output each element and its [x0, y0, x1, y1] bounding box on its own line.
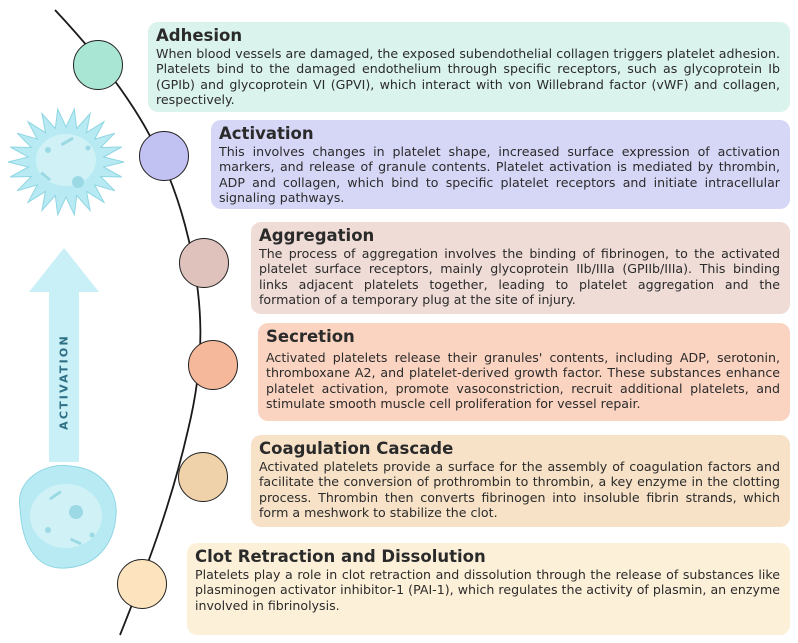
activation-arrow-label: ACTIVATION [57, 334, 71, 430]
side-artwork [0, 0, 150, 600]
secretion-node [188, 340, 238, 390]
retraction-card [187, 543, 790, 635]
aggregation-card [251, 222, 790, 314]
coagulation-title: Coagulation Cascade [259, 439, 454, 458]
resting-platelet-image [19, 465, 116, 568]
secretion-text: Activated platelets release their granules' contents, including ADP, serotonin, thromboxane A2, and platelet-derived growth factor. These substances enhance platelet activation, promote vasoconstriction, recruit additional platelets, and stimulate smooth muscle cell proliferation for vessel repair. [266, 350, 780, 412]
aggregation-text: The process of aggregation involves the binding of fibrinogen, to the activated platelet surface receptors, mainly glycoprotein IIb/IIIa (GPIIb/IIIa). This binding links adjacent platelets together, leading to platelet aggregation and the formation of a temporary plug at the site of injury. [259, 246, 780, 308]
activation-node [139, 131, 189, 181]
activation-title: Activation [219, 124, 314, 143]
aggregation-title: Aggregation [259, 226, 375, 245]
coagulation-node [178, 452, 228, 502]
adhesion-title: Adhesion [156, 26, 243, 45]
retraction-node [117, 559, 167, 609]
adhesion-node [73, 40, 123, 90]
secretion-title: Secretion [266, 327, 355, 346]
coagulation-text: Activated platelets provide a surface for the assembly of coagulation factors and facilitate the conversion of prothrombin to thrombin, a key enzyme in the clotting process. Thrombin then converts fibrinogen into insoluble fibrin strands, which form a meshwork to stabilize the clot. [259, 459, 780, 521]
secretion-card [258, 323, 790, 421]
coagulation-card [251, 435, 790, 527]
retraction-title: Clot Retraction and Dissolution [195, 547, 486, 566]
retraction-text: Platelets play a role in clot retraction and dissolution through the release of substances like plasminogen activator inhibitor-1 (PAI-1), which regulates the activity of plasmin, an enzyme involved in fibrinolysis. [195, 567, 780, 613]
activation-card [211, 120, 790, 209]
adhesion-text: When blood vessels are damaged, the exposed subendothelial collagen triggers platelet adhesion. Platelets bind to the damaged endothelium through specific receptors, such as glycoprotein Ib (GPIb) and glycoprotein VI (GPVI), which interact with von Willebrand factor (vWF) and collagen, respectively. [156, 46, 780, 108]
activated-platelet-image [8, 109, 124, 215]
activation-text: This involves changes in platelet shape, increased surface expression of activation markers, and release of granule contents. Platelet activation is mediated by thrombin, ADP and collagen, which bind to specific platelet receptors and initiate intracellular signaling pathways. [219, 144, 780, 206]
aggregation-node [179, 238, 229, 288]
adhesion-card [148, 22, 790, 112]
